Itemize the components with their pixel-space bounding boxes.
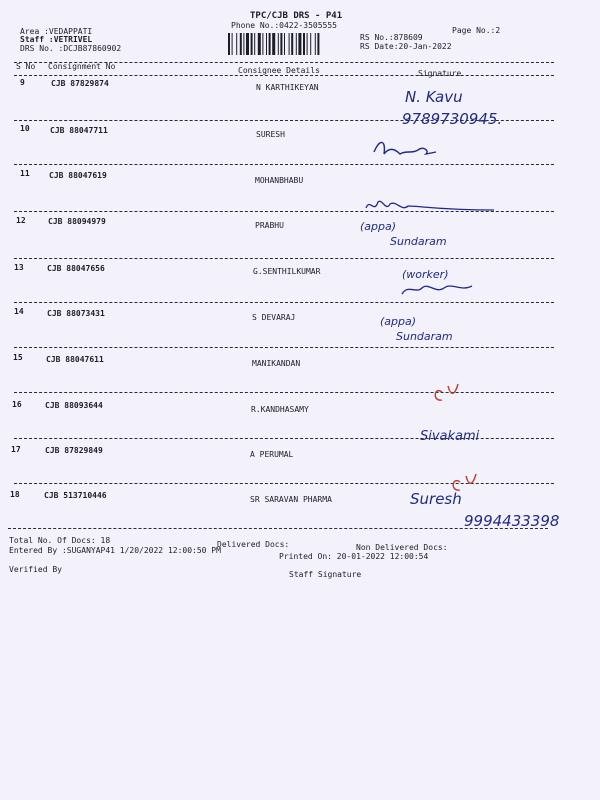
drs-number: DRS No. :DCJB87860902: [20, 44, 122, 53]
row-consignee: MANIKANDAN: [252, 359, 301, 368]
rs-date: RS Date:20-Jan-2022: [360, 42, 452, 51]
col-consignment: Consignment No: [48, 62, 116, 71]
red-mark-row-15: [435, 384, 458, 400]
row-sno: 12: [16, 216, 26, 225]
signature-scribble-row-11: [366, 201, 494, 210]
document-title: TPC/CJB DRS - P41: [250, 11, 343, 21]
row-consignment: CJB 88094979: [48, 217, 106, 226]
staff-label: Staff :VETRIVEL: [20, 35, 93, 44]
rs-number: RS No.:878609: [360, 33, 423, 42]
row-sno: 18: [10, 490, 20, 499]
row-consignment: CJB 88047611: [46, 355, 104, 364]
row-sno: 11: [20, 169, 30, 178]
phone-row-18: 9994433398: [464, 512, 560, 530]
signature-row-14: (appa): [380, 315, 417, 328]
signature-row-18: Suresh: [410, 490, 462, 508]
total-docs: Total No. Of Docs: 18: [9, 536, 111, 545]
phone-row-9: 9789730945.: [402, 110, 503, 128]
row-consignment: CJB 88073431: [47, 309, 105, 318]
row-consignment: CJB 88047656: [47, 264, 105, 273]
row-consignee: PRABHU: [255, 221, 284, 230]
row-consignee: G.SENTHILKUMAR: [253, 267, 321, 276]
printed-on: Printed On: 20-01-2022 12:00:54: [279, 552, 429, 561]
row-consignee: R.KANDHASAMY: [251, 405, 309, 414]
row-sno: 10: [20, 124, 30, 133]
handwritten-signatures: [360, 80, 560, 530]
row-sno: 17: [11, 445, 21, 454]
row-consignment: CJB 88093644: [45, 401, 103, 410]
entered-by: Entered By :SUGANYAP41 1/20/2022 12:00:50 PM: [9, 546, 221, 555]
barcode-image: [228, 33, 348, 55]
page-number: Page No.:2: [452, 26, 501, 35]
phone-number: Phone No.:0422-3505555: [231, 21, 337, 30]
signature-extra-row-12: Sundaram: [390, 235, 447, 248]
delivered-docs: Delivered Docs:: [217, 540, 290, 549]
col-sno: S No: [16, 62, 36, 71]
row-consignee: SURESH: [256, 130, 285, 139]
row-sno: 15: [13, 353, 23, 362]
verified-by: Verified By: [9, 565, 62, 574]
signature-row-12: (appa): [360, 220, 397, 233]
row-consignment: CJB 88047619: [49, 171, 107, 180]
row-consignee: SR SARAVAN PHARMA: [250, 495, 332, 504]
row-consignment: CJB 88047711: [50, 126, 108, 135]
row-sno: 14: [14, 307, 24, 316]
row-consignee: N KARTHIKEYAN: [256, 83, 319, 92]
signature-scribble-row-10: [374, 142, 436, 154]
staff-signature: Staff Signature: [289, 570, 362, 579]
signature-extra-row-14: Sundaram: [396, 330, 453, 343]
row-consignee: S DEVARAJ: [252, 313, 296, 322]
col-signature: Signature: [418, 69, 462, 78]
row-consignment: CJB 87829849: [45, 446, 103, 455]
red-mark-row-17: [453, 474, 476, 490]
area-label: Area :VEDAPPATI: [20, 27, 93, 36]
signature-row-16: Sivakami: [420, 429, 480, 444]
signature-row-13: (worker): [402, 268, 449, 281]
row-consignment: CJB 87829874: [51, 79, 109, 88]
signature-row-9: N. Kavu: [405, 88, 463, 106]
row-sno: 9: [20, 78, 25, 87]
signature-scribble-row-13: [402, 286, 472, 294]
row-consignee: A PERUMAL: [250, 450, 294, 459]
row-sno: 16: [12, 400, 22, 409]
row-consignee: MOHANBHABU: [255, 176, 304, 185]
col-consignee: Consignee Details: [238, 66, 320, 75]
row-sno: 13: [14, 263, 24, 272]
row-consignment: CJB 513710446: [44, 491, 107, 500]
non-delivered-docs: Non Delivered Docs:: [356, 543, 448, 552]
header-divider-bottom: [14, 75, 554, 76]
